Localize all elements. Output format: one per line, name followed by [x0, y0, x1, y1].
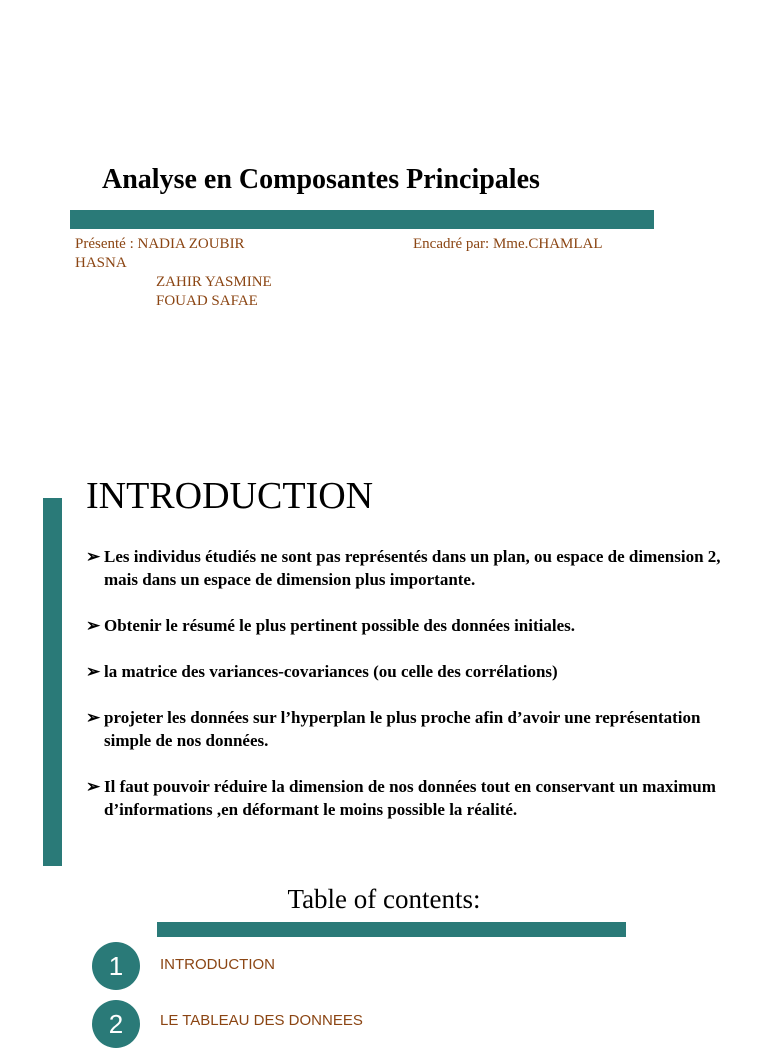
supervised-by: Encadré par: Mme.CHAMLAL — [413, 236, 603, 252]
presented-by: Présenté : NADIA ZOUBIR — [75, 236, 245, 252]
intro-bullet-text: Obtenir le résumé le plus pertinent possible des données initiales. — [104, 616, 575, 635]
toc-title: Table of contents: — [287, 884, 481, 914]
intro-bullet — [86, 775, 726, 821]
toc-item-tableau-des-donnees[interactable]: LE TABLEAU DES DONNEES — [160, 1012, 363, 1029]
intro-bullet — [86, 706, 726, 752]
presenter-3: FOUAD SAFAE — [156, 293, 258, 309]
intro-bullet-text: projeter les données sur l’hyperplan le plus proche afin d’avoir une représentation simple de nos données. — [104, 708, 701, 750]
arrow-bullet-icon: ➢ — [86, 662, 101, 681]
intro-bullet-text: Il faut pouvoir réduire la dimension de nos données tout en conservant un maximum d’informations ,en déformant le moins possible la réalité. — [104, 777, 716, 819]
intro-vertical-bar — [43, 498, 62, 866]
arrow-bullet-icon: ➢ — [86, 708, 101, 727]
arrow-bullet-icon: ➢ — [86, 616, 101, 635]
intro-bullet-list — [86, 545, 726, 844]
intro-bullet — [86, 660, 726, 683]
intro-title: INTRODUCTION — [86, 475, 374, 517]
presenter-2: ZAHIR YASMINE — [156, 274, 272, 290]
intro-bullet-text: Les individus étudiés ne sont pas représentés dans un plan, ou espace de dimension 2, mais dans un espace de dimension plus importante. — [104, 547, 721, 589]
toc-title-bar — [157, 922, 626, 937]
arrow-bullet-icon: ➢ — [86, 547, 101, 566]
slide1-title: Analyse en Composantes Principales — [102, 164, 540, 195]
toc-item-introduction[interactable]: INTRODUCTION — [160, 956, 275, 973]
intro-bullet — [86, 614, 726, 637]
arrow-bullet-icon: ➢ — [86, 777, 101, 796]
presenter-continuation: HASNA — [75, 255, 127, 271]
intro-bullet — [86, 545, 726, 591]
slide1-title-bar — [70, 210, 654, 229]
intro-bullet-text: la matrice des variances-covariances (ou celle des corrélations) — [104, 662, 558, 681]
toc-number-badge: 2 — [92, 1000, 140, 1048]
toc-number-badge: 1 — [92, 942, 140, 990]
